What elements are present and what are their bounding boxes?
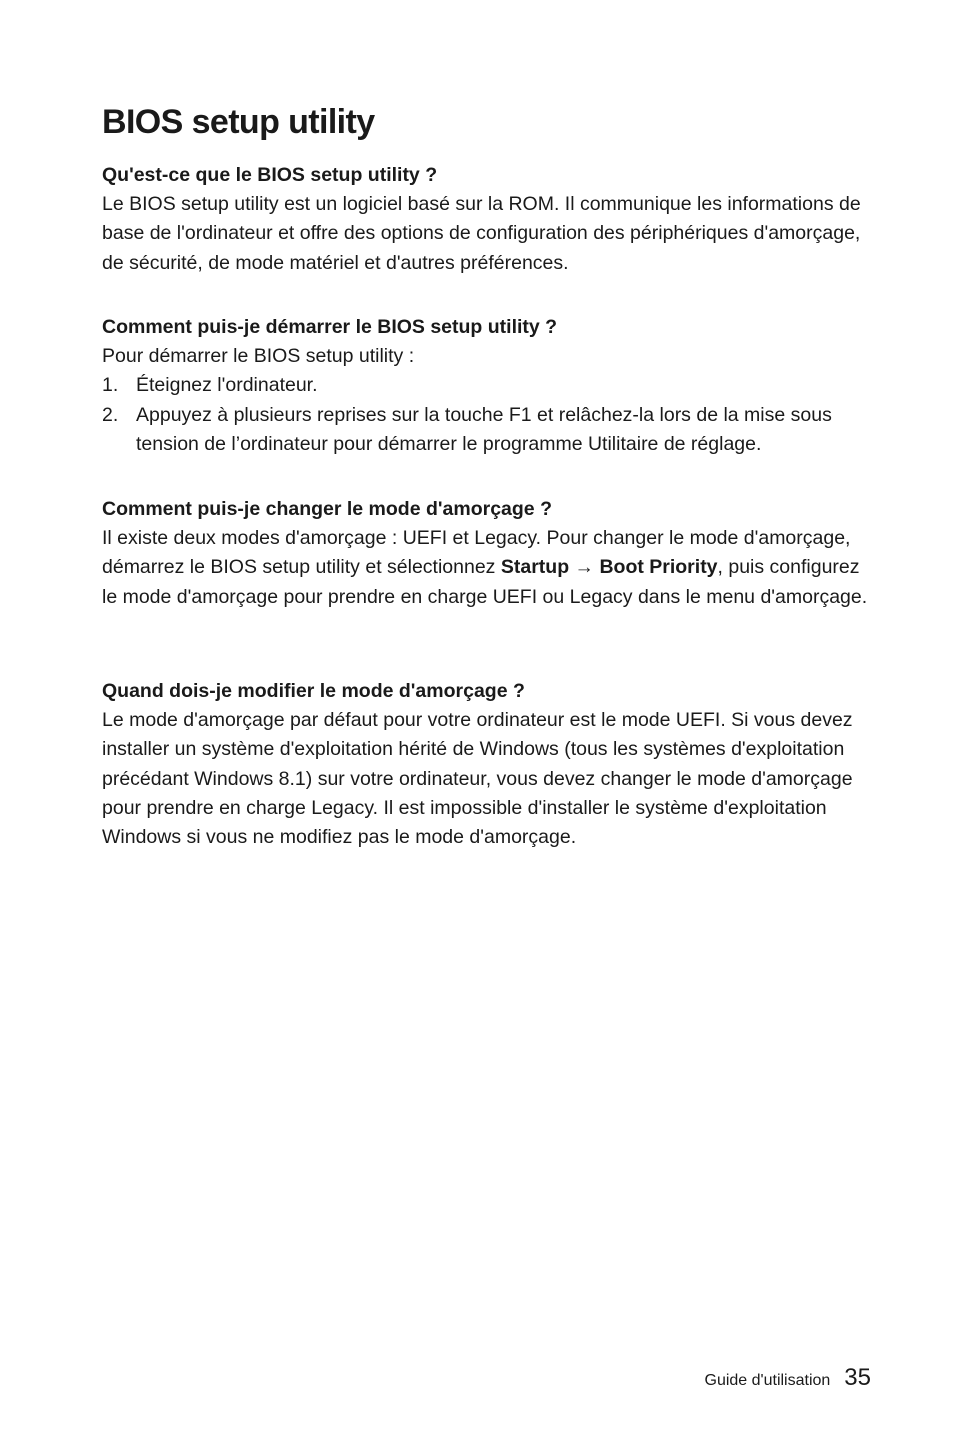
section-when-modify-boot-mode: [102, 677, 877, 852]
page-number: 35: [844, 1364, 871, 1391]
section-heading: Quand dois-je modifier le mode d'amorçage ?: [102, 680, 525, 702]
step-number: 1.: [102, 374, 119, 397]
section-heading: Comment puis-je démarrer le BIOS setup utility ?: [102, 316, 558, 338]
section-body: Le BIOS setup utility est un logiciel basé sur la ROM. Il communique les informations de base de l'ordinateur et offre des options de configuration des périphériques d'amorçage, de sécurité, de mode matériel et d'autres préférences.: [102, 193, 861, 274]
footer-label: Guide d'utilisation: [704, 1372, 831, 1389]
step-text: Appuyez à plusieurs reprises sur la touche F1 et relâchez-la lors de la mise sous tension de l’ordinateur pour démarrer le programme Utilitaire de réglage.: [136, 403, 832, 455]
page-footer: [0, 1364, 871, 1392]
page-title: BIOS setup utility: [102, 103, 375, 141]
list-item: [102, 371, 877, 400]
step-number: 2.: [102, 403, 119, 426]
section-body: Le mode d'amorçage par défaut pour votre ordinateur est le mode UEFI. Si vous devez installer un système d'exploitation hérité de Windows (tous les systèmes d'exploitation précédant Windows 8.1) sur votre ordinateur, vous devez changer le mode d'amorçage pour prendre en charge Legacy. Il est impossible d'installer le système d'exploitation Windows si vous ne modifiez pas le mode d'amorçage.: [102, 709, 853, 849]
section-start-bios: [102, 313, 877, 459]
section-heading: Comment puis-je changer le mode d'amorçage ?: [102, 498, 552, 520]
body-text: Il existe deux modes d'amorçage : UEFI et Legacy. Pour changer le mode d'amorçage, démarrez le BIOS setup utility et sélectionnez: [102, 527, 851, 579]
section-intro: Pour démarrer le BIOS setup utility :: [102, 345, 415, 368]
section-what-is-bios: [102, 161, 877, 278]
menu-path: Startup → Boot Priority: [500, 556, 718, 579]
steps-list: [102, 371, 877, 459]
section-change-boot-mode: [102, 495, 877, 612]
list-item: [102, 401, 877, 459]
body-text: , puis configurez le mode d'amorçage pour prendre en charge UEFI ou Legacy dans le menu d'amorçage.: [102, 556, 868, 608]
step-text: Éteignez l'ordinateur.: [136, 374, 318, 397]
section-heading: Qu'est-ce que le BIOS setup utility ?: [102, 164, 438, 186]
section-body: [102, 524, 877, 612]
